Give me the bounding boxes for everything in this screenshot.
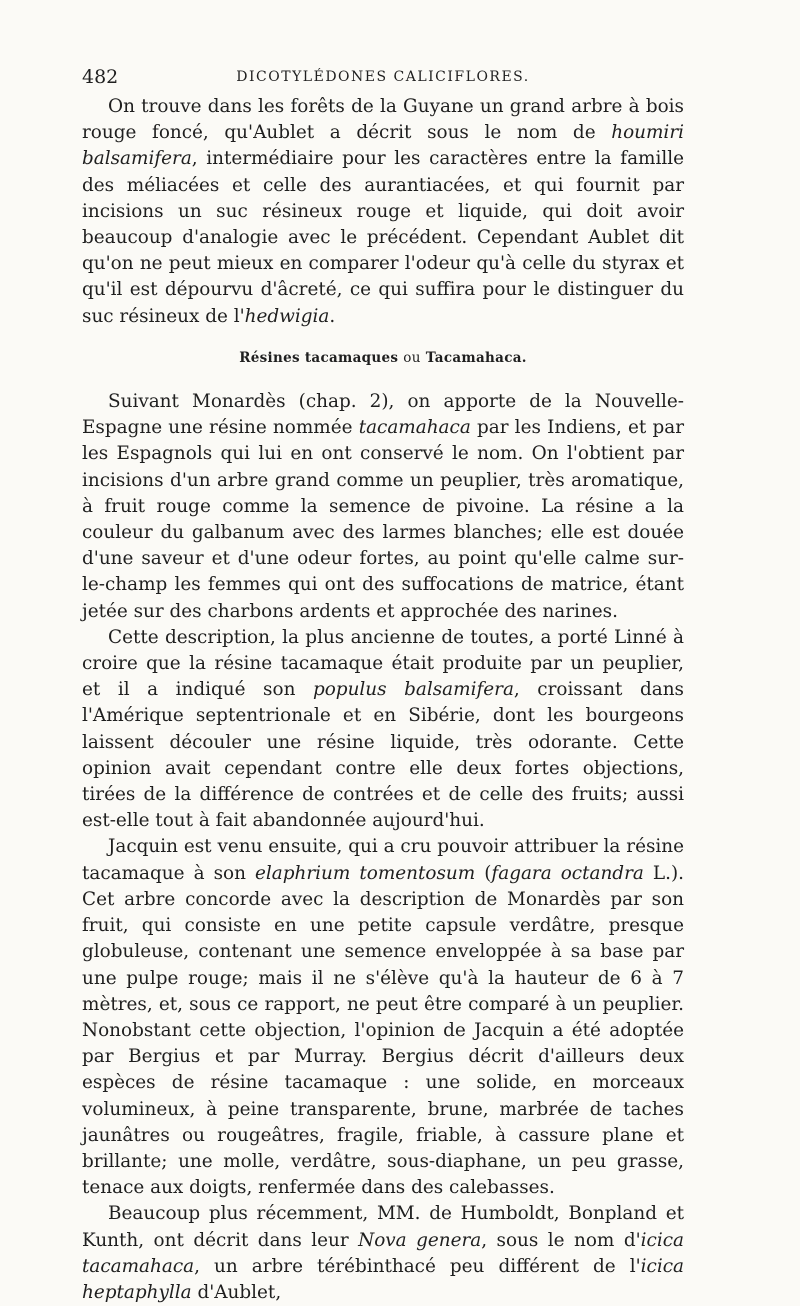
text-run: par les Indiens, et par les Espagnols qui lui en ont conservé le nom. On l'obtient par incisions d'un arbre grand comme un peuplier, très aromatique, à fruit rouge comme la semence de pivoine. La résine a la couleur du galbanum avec des larmes blanches; elle est douée d'une saveur et d'une odeur fortes, au point qu'elle calme sur-le-champ les femmes qui ont des suffocations de matrice, étant jetée sur des charbons ardents et approchée des narines. (82, 417, 685, 622)
text-run: d'Aublet, (191, 1281, 282, 1303)
section-title-part: Résines tacamaques (239, 349, 399, 366)
italic-term: fagara octandra (491, 862, 644, 884)
page-number: 482 (82, 66, 119, 88)
paragraph-monardes (82, 389, 684, 625)
italic-term: icica tacamahaca (82, 1229, 684, 1277)
italic-term: elaphrium tomentosum (255, 862, 476, 884)
italic-term: Nova genera (358, 1229, 482, 1251)
page-body (82, 94, 684, 1306)
text-run: , croissant dans l'Amérique septentrionale et en Sibérie, dont les bourgeons laissent découler une résine liquide, très odorante. Cette opinion avait cependant contre elle deux fortes objections, tirées de la différence de contrées et de celle des fruits; aussi est-elle tout à fait abandonnée aujourd'hui. (82, 679, 684, 832)
italic-term: houmiri balsamifera (82, 122, 684, 170)
italic-term: hedwigia (244, 305, 330, 327)
text-run: , intermédiaire pour les caractères entre la famille des méliacées et celle des aurantiacées, et qui fournit par incisions un suc résineux rouge et liquide, qui doit avoir beaucoup d'analogie avec le précédent. Cependant Aublet dit qu'on ne peut mieux en comparer l'odeur qu'à celle du styrax et qu'il est dépourvu d'âcreté, ce qui suffira pour le distinguer du suc résineux de l' (82, 148, 684, 327)
text-run: , un arbre térébinthacé peu différent de l' (194, 1255, 641, 1277)
italic-term: icica heptaphylla (82, 1255, 684, 1303)
text-run: Suivant Monardès (chap. 2), on apporte de la Nouvelle-Espagne une résine nommée (82, 391, 684, 439)
paragraph-humboldt (82, 1201, 684, 1306)
running-head: DICOTYLÉDONES CALICIFLORES. (236, 69, 530, 85)
paragraph-houmiri (82, 94, 684, 330)
text-run: L.). Cet arbre concorde avec la description de Monardès par son fruit, qui consiste en une petite capsule verdâtre, presque globuleuse, contenant une semence enveloppée à sa base par une pulpe rouge; mais il ne s'élève qu'à la hauteur de 6 à 7 mètres, et, sous ce rapport, ne peut être comparé à un peuplier. Nonobstant cette objection, l'opinion de Jacquin a été adoptée par Bergius et par Murray. Bergius décrit d'ailleurs deux espèces de résine tacamaque : une solide, en morceaux volumineux, à peine transparente, brune, marbrée de taches jaunâtres ou rougeâtres, fragile, friable, à cassure plane et brillante; une molle, verdâtre, sous-diaphane, un peu grasse, tenace aux doigts, renfermée dans des calebasses. (82, 862, 684, 1199)
section-title (82, 345, 684, 371)
italic-term: populus balsamifera (312, 679, 514, 701)
text-run: . (329, 305, 336, 327)
section-title-part: Tacamahaca. (425, 349, 527, 366)
text-run: Beaucoup plus récemment, MM. de Humboldt, Bonpland et Kunth, ont décrit dans leur (82, 1203, 684, 1251)
text-run: , sous le nom d' (481, 1229, 641, 1251)
italic-term: tacamahaca (358, 417, 471, 439)
text-run: ( (475, 862, 492, 884)
paragraph-linne (82, 625, 684, 835)
page-header (82, 66, 684, 92)
text-run: On trouve dans les forêts de la Guyane un grand arbre à bois rouge foncé, qu'Aublet a décrit sous le nom de (82, 96, 684, 144)
text-run: Jacquin est venu ensuite, qui a cru pouvoir attribuer la résine tacamaque à son (82, 836, 684, 884)
section-title-conjunction: ou (403, 349, 421, 366)
text-run: Cette description, la plus ancienne de toutes, a porté Linné à croire que la résine tacamaque était produite par un peuplier, et il a indiqué son (82, 626, 684, 701)
paragraph-jacquin (82, 834, 684, 1201)
